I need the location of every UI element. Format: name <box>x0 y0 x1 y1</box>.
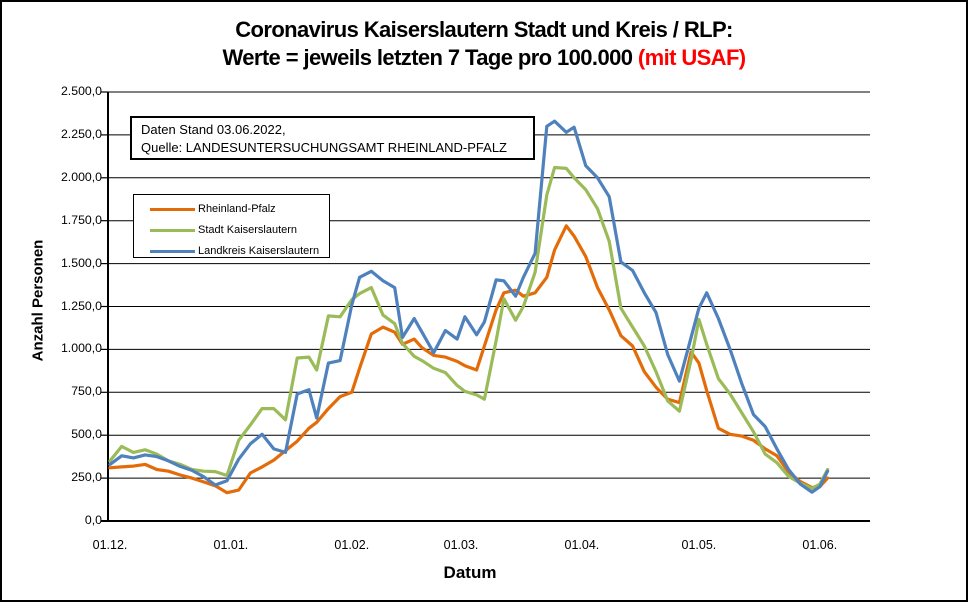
x-axis-title: Datum <box>443 563 497 582</box>
legend-line-sample-blue <box>150 250 195 253</box>
y-tick-label: 1.500,0 <box>60 255 102 270</box>
y-tick-label: 1.000,0 <box>60 341 102 356</box>
y-tick-label: 2.500,0 <box>60 84 102 98</box>
legend-label: Landkreis Kaiserslautern <box>198 245 320 257</box>
legend-item-rheinland-pfalz <box>150 203 276 215</box>
legend-line-sample-green <box>150 229 195 232</box>
series-line-rheinland-pfalz <box>110 226 828 493</box>
chart-title-line2-black: Werte = jeweils letzten 7 Tage pro 100.000 <box>222 45 638 70</box>
y-tick-label: 1.250,0 <box>60 298 102 313</box>
x-tick-label: 01.05. <box>681 538 717 552</box>
y-tick-label: 750,0 <box>71 384 102 399</box>
y-tick-label: 250,0 <box>71 470 102 485</box>
legend <box>133 194 330 258</box>
data-source-annotation <box>130 116 535 160</box>
y-axis-title: Anzahl Personen <box>29 239 47 362</box>
annotation-line1: Daten Stand 03.06.2022, <box>141 122 286 137</box>
x-tick-label: 01.02. <box>334 538 370 552</box>
chart-title-line2 <box>0 44 968 72</box>
legend-item-stadt-kaiserslautern <box>150 224 297 236</box>
chart-title-usaf-red: (mit USAF) <box>637 45 746 70</box>
legend-label: Rheinland-Pfalz <box>198 203 276 215</box>
y-tick-label: 0,0 <box>84 513 102 527</box>
x-tick-label: 01.01. <box>213 538 249 552</box>
annotation-line2: Quelle: LANDESUNTERSUCHUNGSAMT RHEINLAND-PFALZ <box>141 140 507 155</box>
legend-item-landkreis-kaiserslautern <box>150 245 319 257</box>
x-tick-label: 01.06. <box>802 538 838 552</box>
x-tick-label: 01.03. <box>443 538 479 552</box>
x-tick-label: 01.04. <box>564 538 600 552</box>
legend-label: Stadt Kaiserslautern <box>198 224 298 236</box>
chart-title <box>0 16 968 72</box>
y-tick-label: 2.000,0 <box>60 169 102 184</box>
y-tick-label: 1.750,0 <box>60 212 102 227</box>
y-tick-label: 2.250,0 <box>60 126 102 141</box>
legend-line-sample-orange <box>150 208 195 211</box>
y-tick-label: 500,0 <box>71 427 102 442</box>
chart-title-line1: Coronavirus Kaiserslautern Stadt und Kreis / RLP: <box>235 17 733 42</box>
x-tick-label: 01.12. <box>92 538 128 552</box>
